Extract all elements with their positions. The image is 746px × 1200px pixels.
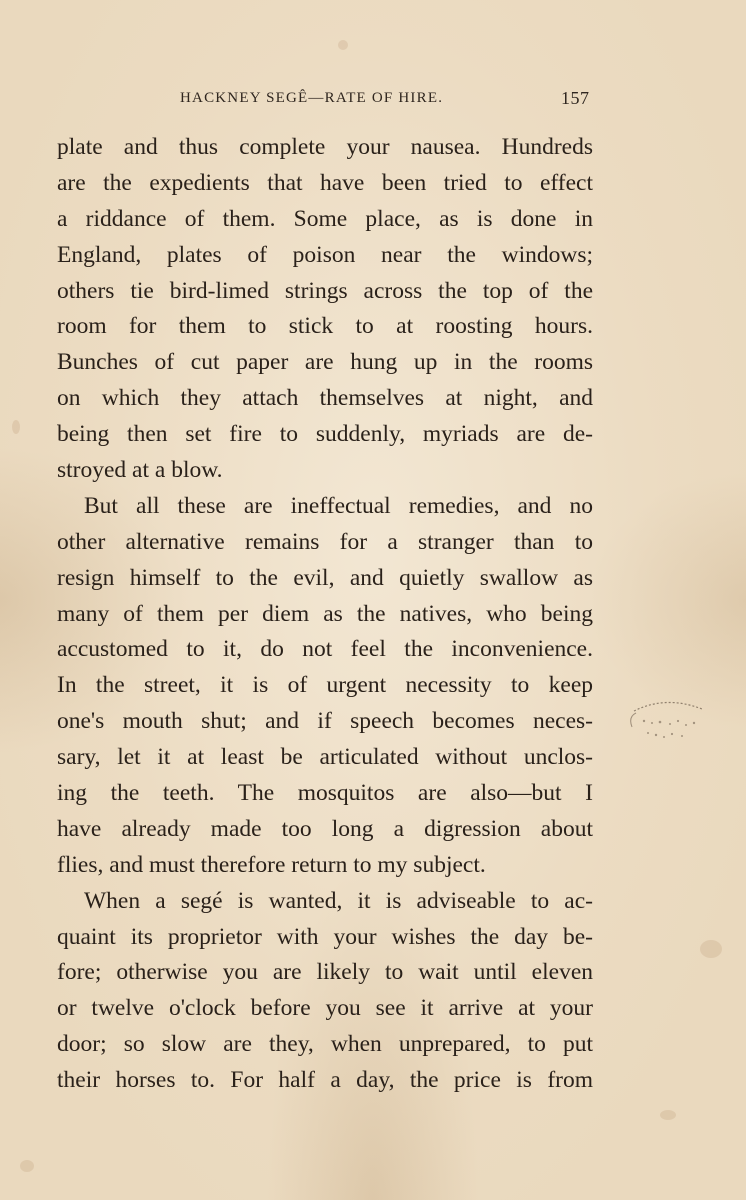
text-line: In the street, it is of urgent necessity to keep — [57, 672, 593, 699]
page-number: 157 — [561, 88, 590, 108]
text-line: quaint its proprietor with your wishes the day be- — [57, 923, 593, 950]
text-line: other alternative remains for a stranger than to — [57, 528, 593, 555]
text-line: stroyed at a blow. — [57, 457, 223, 484]
page-header — [0, 90, 746, 114]
foxing-spot — [700, 940, 722, 958]
text-line: or twelve o'clock before you see it arrive at your — [57, 995, 593, 1022]
text-line: ing the teeth. The mosquitos are also—but I — [57, 780, 593, 807]
foxing-spot — [20, 1160, 34, 1172]
library-stamp-icon — [626, 697, 708, 749]
text-line: being then set fire to suddenly, myriads are de- — [57, 421, 593, 448]
text-line: When a segé is wanted, it is adviseable to ac- — [84, 887, 593, 914]
text-line: their horses to. For half a day, the price is from — [57, 1067, 593, 1094]
text-line: one's mouth shut; and if speech becomes neces- — [57, 708, 593, 735]
text-line: a riddance of them. Some place, as is done in — [57, 205, 593, 232]
text-line: plate and thus complete your nausea. Hundreds — [57, 134, 593, 160]
text-line: accustomed to it, do not feel the inconvenience. — [57, 636, 593, 663]
text-line: flies, and must therefore return to my subject. — [57, 851, 486, 878]
text-line: are the expedients that have been tried to effect — [57, 169, 593, 196]
foxing-spot — [12, 420, 20, 434]
text-line: others tie bird-limed strings across the top of the — [57, 277, 593, 304]
text-line: Bunches of cut paper are hung up in the rooms — [57, 349, 593, 376]
text-line: have already made too long a digression about — [57, 815, 593, 842]
body-text — [57, 130, 593, 1099]
foxing-spot — [660, 1110, 676, 1120]
running-title: HACKNEY SEGÊ—RATE OF HIRE. — [180, 90, 444, 106]
foxing-spot — [338, 40, 348, 50]
text-line: sary, let it at least be articulated without unclos- — [57, 744, 593, 771]
text-line: England, plates of poison near the windows; — [57, 241, 593, 268]
text-line: on which they attach themselves at night, and — [57, 385, 593, 412]
text-line: room for them to stick to at roosting hours. — [57, 313, 593, 340]
text-line: fore; otherwise you are likely to wait until eleven — [57, 959, 593, 986]
text-line: door; so slow are they, when unprepared, to put — [57, 1031, 593, 1058]
text-line: many of them per diem as the natives, who being — [57, 600, 593, 627]
text-line: resign himself to the evil, and quietly swallow as — [57, 564, 593, 591]
text-line: But all these are ineffectual remedies, and no — [84, 492, 593, 519]
